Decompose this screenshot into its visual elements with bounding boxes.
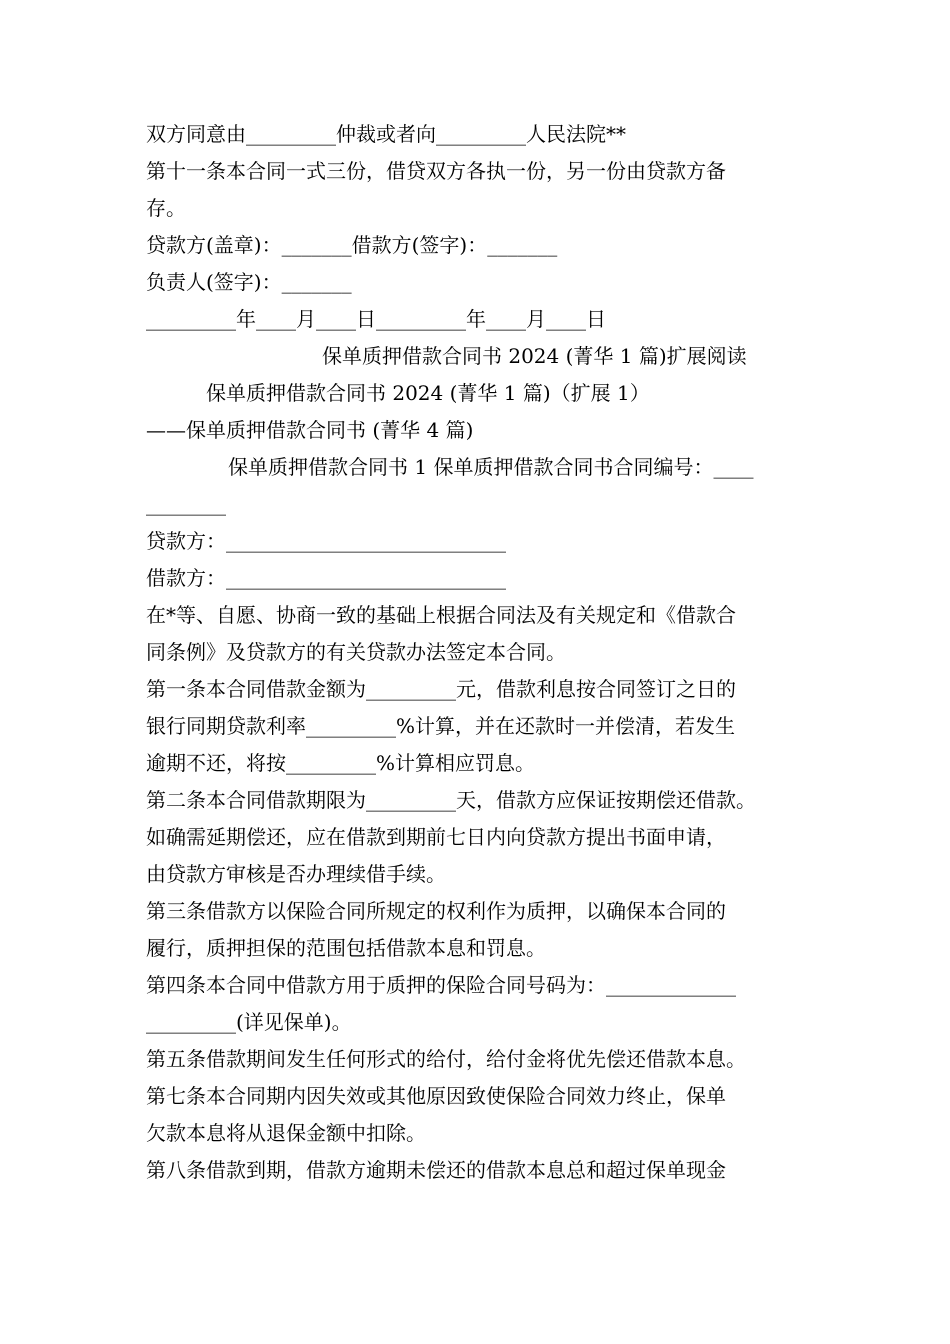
article-3: 第三条借款方以保险合同所规定的权利作为质押，以确保本合同的: [146, 899, 726, 923]
text-line: 双方同意由_________仲裁或者向_________人民法院**: [146, 122, 626, 146]
text-line: 欠款本息将从退保金额中扣除。: [146, 1121, 426, 1145]
text-line: 第十一条本合同一式三份，借贷双方各执一份，另一份由贷款方备: [146, 159, 726, 183]
article-8: 第八条借款到期，借款方逾期未偿还的借款本息总和超过保单现金: [146, 1158, 726, 1182]
text-line: ________: [146, 492, 226, 516]
article-1: 第一条本合同借款金额为_________元，借款利息按合同签订之日的: [146, 677, 736, 701]
text-line: 由贷款方审核是否办理续借手续。: [146, 862, 446, 886]
text-line: 逾期不还，将按_________%计算相应罚息。: [146, 751, 536, 775]
section-subtitle: ——保单质押借款合同书 (菁华 4 篇): [146, 418, 474, 442]
date-line: _________年____月____日_________年____月____日: [146, 307, 606, 331]
text-line: 在*等、自愿、协商一致的基础上根据合同法及有关规定和《借款合: [146, 603, 736, 627]
borrower-field-line: 借款方：____________________________: [146, 566, 506, 590]
signature-line-lender-borrower: 贷款方(盖章)：_______借款方(签字)：_______: [146, 233, 558, 257]
contract-title-line: 保单质押借款合同书 1 保单质押借款合同书合同编号：____: [228, 455, 754, 479]
document-body: [146, 116, 826, 1189]
section-heading: 保单质押借款合同书 2024 (菁华 1 篇)扩展阅读: [322, 344, 747, 368]
article-4: 第四条本合同中借款方用于质押的保险合同号码为：_____________: [146, 973, 736, 997]
text-line: 履行，质押担保的范围包括借款本息和罚息。: [146, 936, 546, 960]
text-line: 同条例》及贷款方的有关贷款办法签定本合同。: [146, 640, 566, 664]
text-line: _________(详见保单)。: [146, 1010, 352, 1034]
article-5: 第五条借款期间发生任何形式的给付，给付金将优先偿还借款本息。: [146, 1047, 746, 1071]
article-2: 第二条本合同借款期限为_________天，借款方应保证按期偿还借款。: [146, 788, 756, 812]
text-line: 如确需延期偿还，应在借款到期前七日内向贷款方提出书面申请，: [146, 825, 726, 849]
section-subheading: 保单质押借款合同书 2024 (菁华 1 篇)（扩展 1）: [206, 381, 650, 405]
lender-field-line: 贷款方：____________________________: [146, 529, 506, 553]
signature-line-responsible: 负责人(签字)：_______: [146, 270, 352, 294]
text-line: 银行同期贷款利率_________%计算，并在还款时一并偿清，若发生: [146, 714, 736, 738]
text-line: 存。: [146, 196, 186, 220]
article-7: 第七条本合同期内因失效或其他原因致使保险合同效力终止，保单: [146, 1084, 726, 1108]
